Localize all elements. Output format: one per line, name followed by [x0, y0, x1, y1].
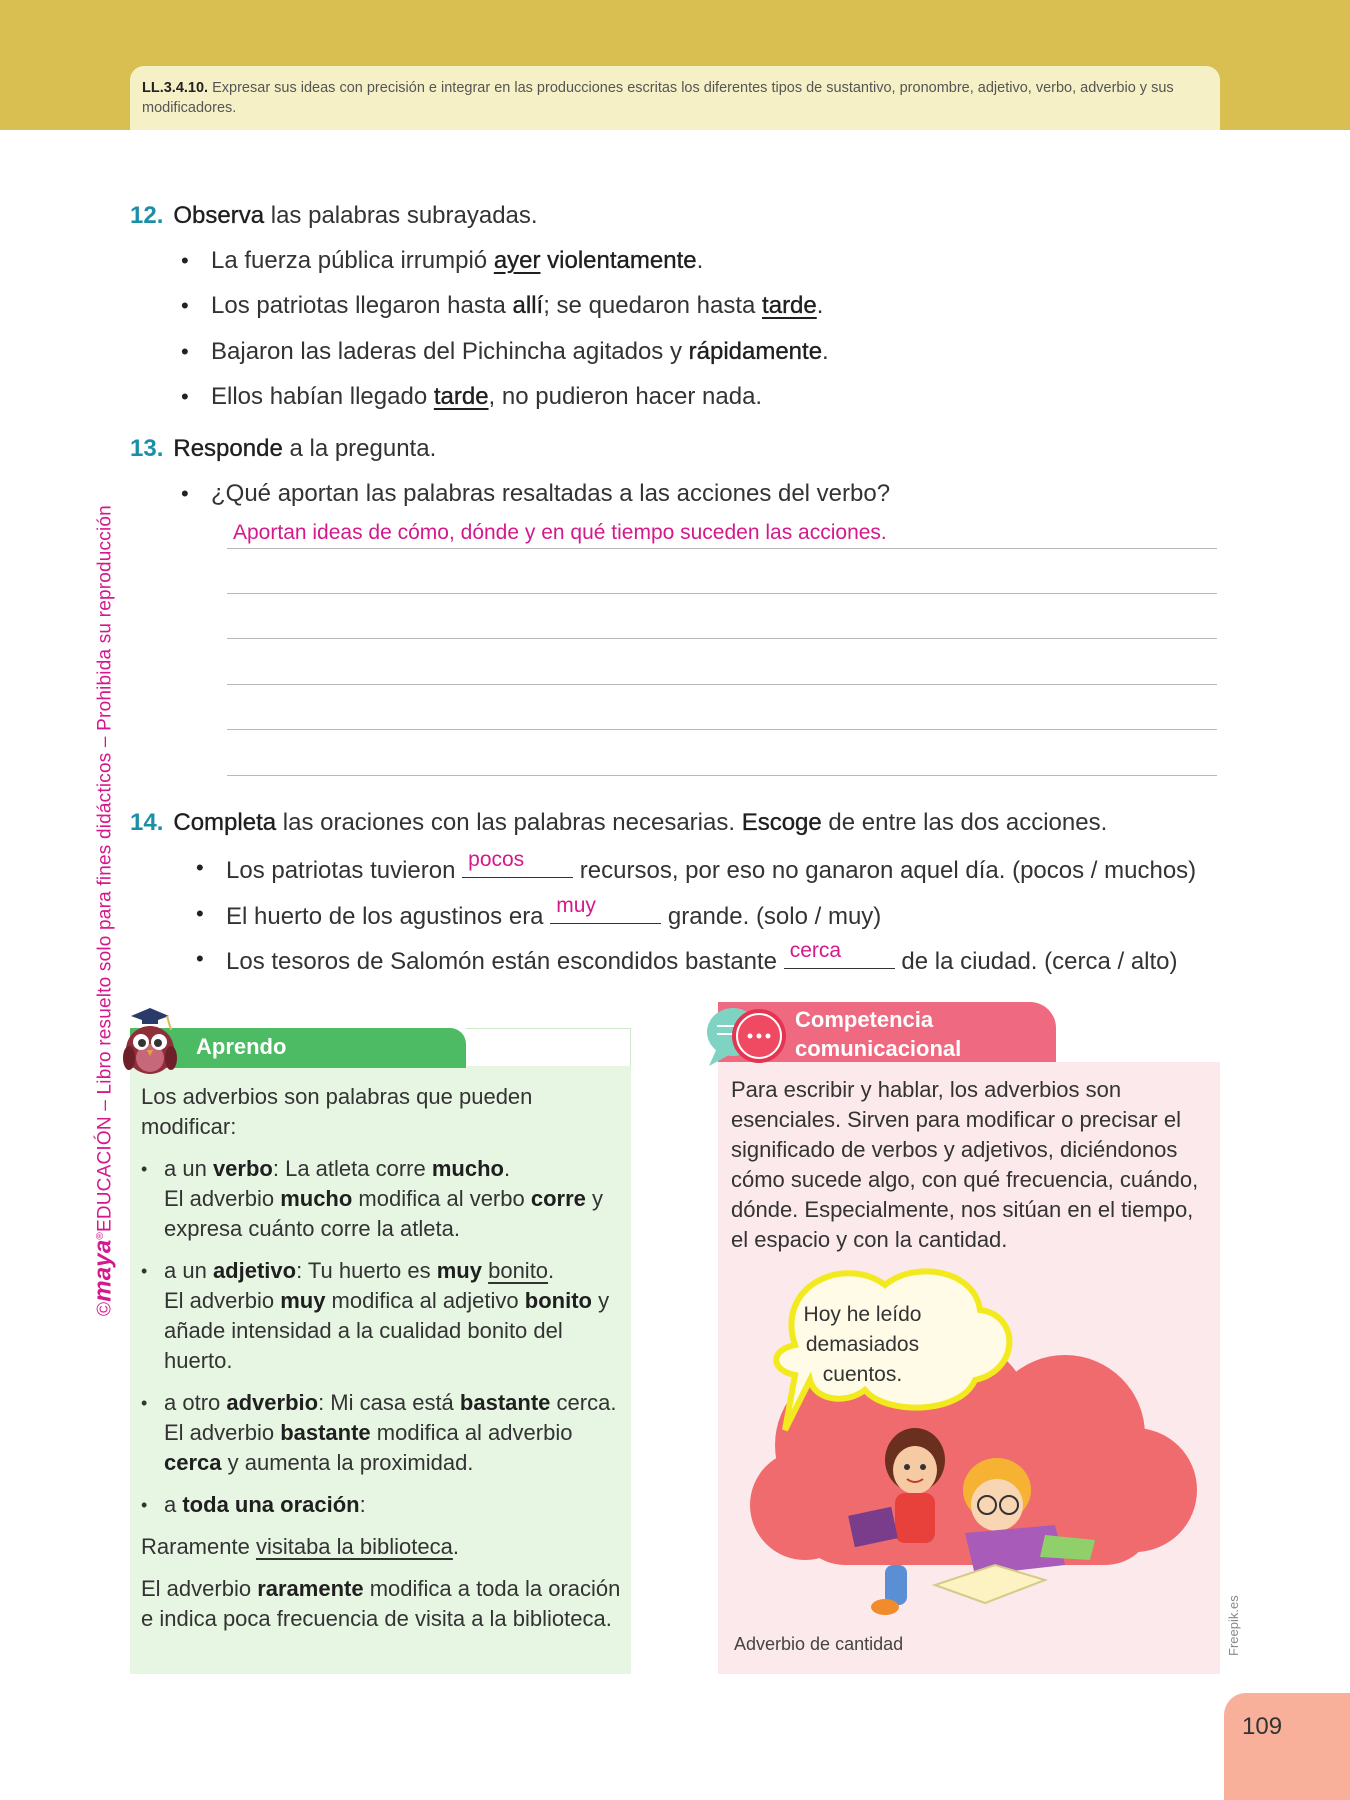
- copyright-side-note: ©maya®EDUCACIÓN – Libro resuelto solo para fines didácticos – Prohibida su reproducción: [89, 505, 117, 1316]
- answer-line[interactable]: [227, 684, 1217, 685]
- speech-bubble-text: Hoy he leído demasiados cuentos.: [803, 1303, 922, 1386]
- list-item: • Los patriotas llegaron hasta allí; se quedaron hasta tarde.: [211, 290, 823, 322]
- list-item: • La fuerza pública irrumpió ayer violentamente.: [211, 245, 703, 277]
- list-item: • ¿Qué aportan las palabras resaltadas a las acciones del verbo?: [211, 478, 890, 510]
- competencia-body: Para escribir y hablar, los adverbios son esenciales. Sirven para modificar o precisar el significado de verbos y adjetivos, diciéndonos cómo sucede algo, con qué frecuencia, cuándo, dónde. Especialmente, nos sitúan en el tiempo, el espacio y con la cantidad.: [731, 1077, 1199, 1252]
- fill-blank[interactable]: pocos: [462, 852, 573, 878]
- list-item: • a un adjetivo: Tu huerto es muy bonito. El adverbio muy modifica al adjetivo bonito y añade intensidad a la cualidad bonito del huerto.: [141, 1256, 621, 1376]
- answer-line[interactable]: [227, 729, 1217, 730]
- answer-line[interactable]: [227, 775, 1217, 776]
- question-13: 13. Responde a la pregunta.: [130, 435, 437, 462]
- skill-statement: [130, 66, 1220, 130]
- question-number: 13.: [130, 435, 164, 462]
- image-credit: Freepik.es: [1226, 1595, 1241, 1656]
- illustration-caption: Adverbio de cantidad: [734, 1634, 904, 1654]
- competencia-title: Competencia comunicacional: [795, 1007, 962, 1061]
- aprendo-closing: El adverbio raramente modifica a toda la oración e indica poca frecuencia de visita a la biblioteca.: [141, 1576, 621, 1631]
- list-item: • a otro adverbio: Mi casa está bastante cerca. El adverbio bastante modifica al adverbio cerca y aumenta la proximidad.: [141, 1388, 621, 1478]
- owl-icon: [117, 1008, 183, 1076]
- aprendo-title: Aprendo: [196, 1034, 287, 1059]
- answer-line[interactable]: [227, 548, 1217, 549]
- question-number: 12.: [130, 202, 164, 229]
- aprendo-intro: Los adverbios son palabras que pueden modificar:: [141, 1084, 533, 1139]
- fill-blank[interactable]: muy: [550, 898, 661, 924]
- aprendo-example: Raramente visitaba la biblioteca.: [141, 1534, 459, 1559]
- list-item: • a toda una oración:: [141, 1490, 621, 1520]
- list-item: • Ellos habían llegado tarde, no pudieron hacer nada.: [211, 381, 762, 413]
- fill-blank[interactable]: cerca: [784, 943, 895, 969]
- answer-line[interactable]: [227, 638, 1217, 639]
- brand-logo-text: maya: [89, 1239, 117, 1302]
- question-14: 14. Completa las oraciones con las palabras necesarias. Escoge de entre las dos acciones.: [130, 809, 1108, 836]
- aprendo-header-outline: [466, 1028, 631, 1066]
- page-number-tab: [1224, 1693, 1350, 1800]
- skill-code: LL.3.4.10.: [142, 80, 209, 96]
- aprendo-body: [141, 1082, 621, 1646]
- list-item: • Los tesoros de Salomón están escondidos bastante cerca de la ciudad. (cerca / alto): [226, 943, 1178, 978]
- page-number: 109: [1242, 1713, 1283, 1740]
- question-12: 12. Observa las palabras subrayadas.: [130, 202, 538, 229]
- list-item: • Los patriotas tuvieron pocos recursos, por eso no ganaron aquel día. (pocos / muchos): [226, 852, 1196, 887]
- speech-bubble-icon: [703, 1002, 793, 1070]
- list-item: • a un verbo: La atleta corre mucho. El adverbio mucho modifica al verbo corre y expresa cuánto corre la atleta.: [141, 1154, 621, 1244]
- list-item: • Bajaron las laderas del Pichincha agitados y rápidamente.: [211, 336, 829, 368]
- skill-text: Expresar sus ideas con precisión e integrar en las producciones escritas los diferentes tipos de sustantivo, pronombre, adjetivo, verbo, adverbio y sus modificadores.: [142, 80, 1174, 116]
- list-item: • El huerto de los agustinos era muy grande. (solo / muy): [226, 898, 881, 933]
- answer-line[interactable]: [227, 593, 1217, 594]
- question-number: 14.: [130, 809, 164, 836]
- answer-text: Aportan ideas de cómo, dónde y en qué tiempo suceden las acciones.: [233, 521, 887, 544]
